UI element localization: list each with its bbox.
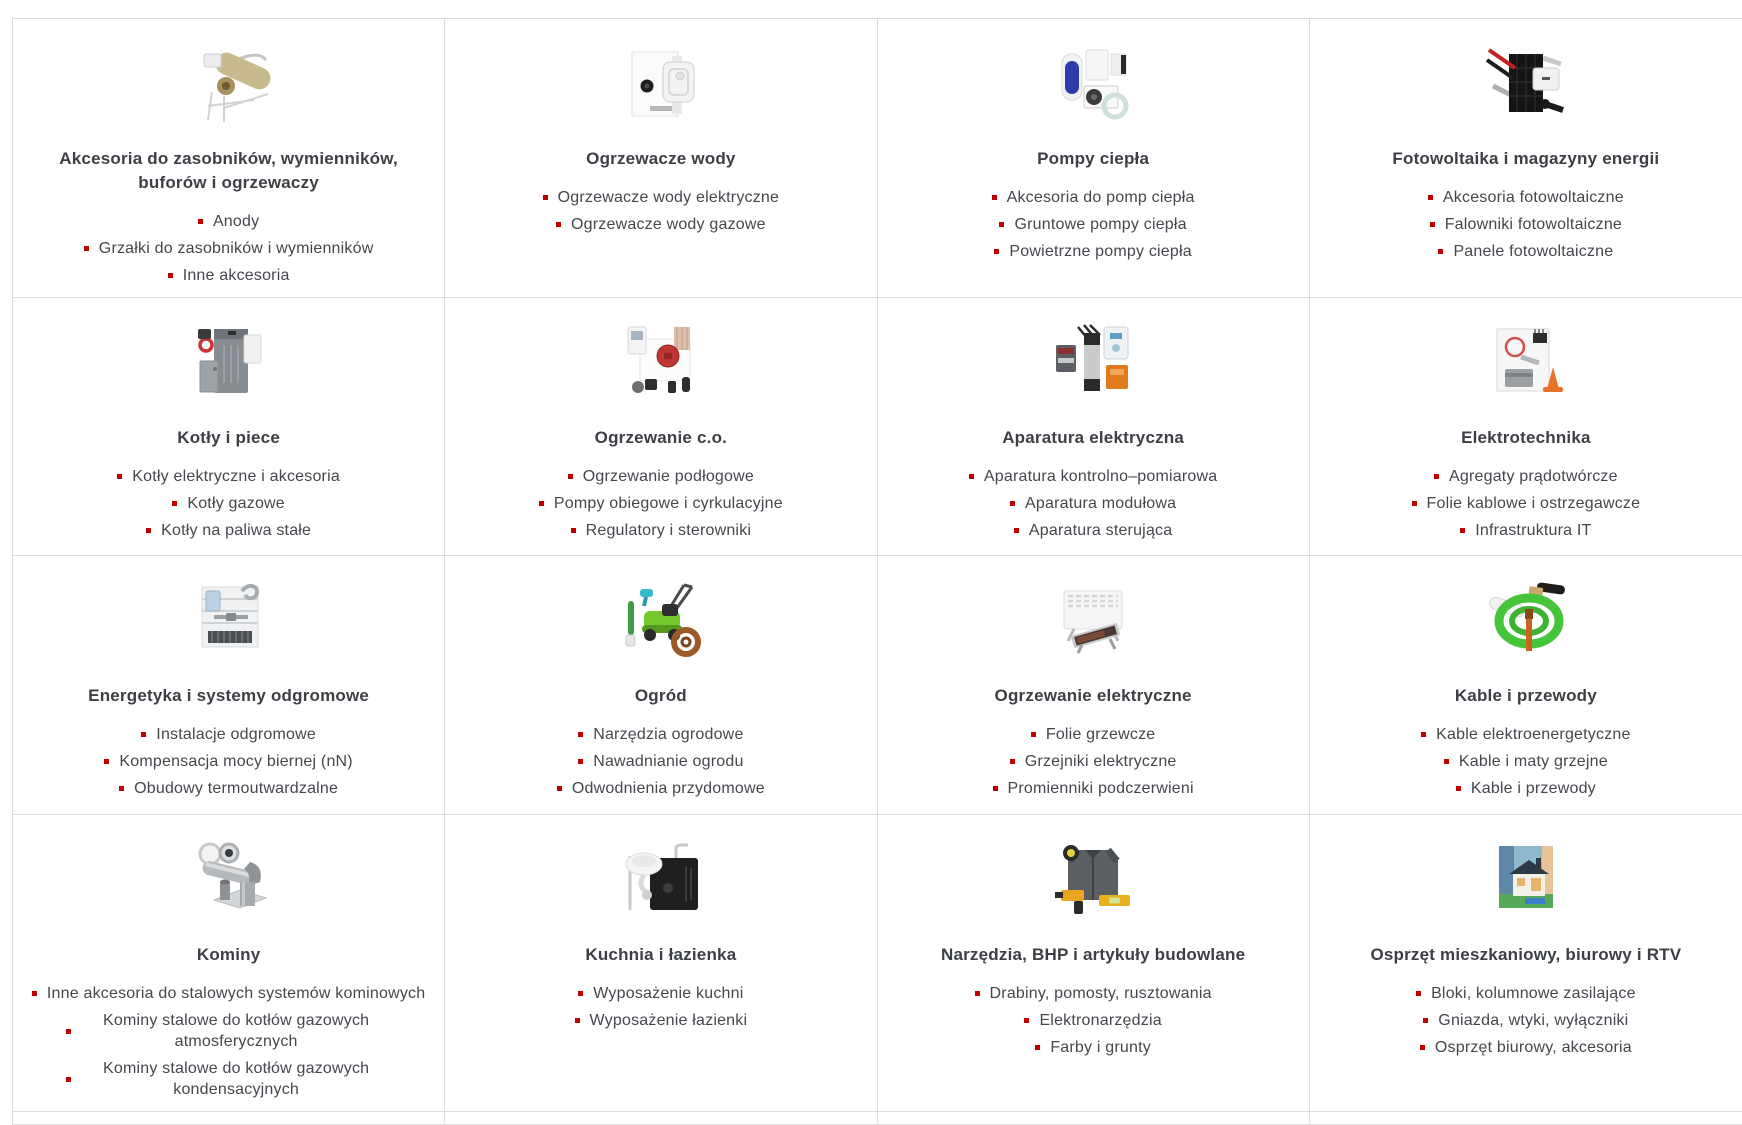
subcategory-list — [29, 211, 428, 286]
subcategory-link[interactable]: Grzejniki elektryczne — [894, 751, 1293, 772]
subcategory-link[interactable]: Akcesoria do pomp ciepła — [894, 187, 1293, 208]
electrotechnics-photo[interactable] — [1326, 320, 1726, 412]
category-card — [445, 298, 877, 556]
subcategory-link[interactable]: Falowniki fotowoltaiczne — [1326, 214, 1726, 235]
bullet-icon — [198, 219, 203, 224]
category-card — [878, 19, 1310, 298]
bullet-icon — [975, 991, 980, 996]
category-card — [13, 556, 445, 815]
bullet-icon — [172, 501, 177, 506]
subcategory-link[interactable]: Anody — [29, 211, 428, 232]
subcategory-link[interactable]: Odwodnienia przydomowe — [461, 778, 860, 799]
subcategory-link[interactable]: Nawadnianie ogrodu — [461, 751, 860, 772]
bullet-icon — [1031, 732, 1036, 737]
subcategory-link[interactable]: Ogrzewacze wody elektryczne — [461, 187, 860, 208]
subcategory-link[interactable]: Ogrzewacze wody gazowe — [461, 214, 860, 235]
subcategory-link[interactable]: Wyposażenie kuchni — [461, 983, 860, 1004]
category-card — [445, 19, 877, 298]
category-card — [1310, 556, 1742, 815]
category-card — [878, 556, 1310, 815]
subcategory-link[interactable]: Grzałki do zasobników i wymienników — [29, 238, 428, 259]
subcategory-link[interactable]: Aparatura kontrolno–pomiarowa — [894, 466, 1293, 487]
subcategory-list — [29, 724, 428, 799]
bullet-icon — [543, 195, 548, 200]
bullet-icon — [999, 222, 1004, 227]
subcategory-link[interactable]: Powietrzne pompy ciepła — [894, 241, 1293, 262]
category-card — [13, 298, 445, 556]
subcategory-list — [1326, 724, 1726, 799]
subcategory-link[interactable]: Elektronarzędzia — [894, 1010, 1293, 1031]
bullet-icon — [1010, 501, 1015, 506]
cables-photo[interactable] — [1326, 578, 1726, 670]
category-title-link[interactable]: Fotowoltaika i magazyny energii — [1392, 149, 1660, 168]
subcategory-list — [1326, 187, 1726, 262]
subcategory-link[interactable]: Wyposażenie łazienki — [461, 1010, 860, 1031]
category-title-link[interactable]: Narzędzia, BHP i artykuły budowlane — [940, 945, 1246, 964]
category-title-link[interactable]: Pompy ciepła — [1037, 149, 1150, 168]
bullet-icon — [84, 246, 89, 251]
subcategory-link[interactable]: Kable i maty grzejne — [1326, 751, 1726, 772]
subcategory-link[interactable]: Inne akcesoria do stalowych systemów kominowych — [29, 983, 428, 1004]
subcategory-link[interactable]: Osprzęt biurowy, akcesoria — [1326, 1037, 1726, 1058]
next-row-partial-cell — [878, 1112, 1310, 1124]
chimneys-photo[interactable] — [29, 837, 428, 929]
category-title-link[interactable]: Ogrzewacze wody — [586, 149, 736, 168]
bullet-icon — [556, 222, 561, 227]
bullet-icon — [568, 474, 573, 479]
bullet-icon — [66, 1077, 71, 1082]
subcategory-link[interactable]: Promienniki podczerwieni — [894, 778, 1293, 799]
bullet-icon — [1010, 759, 1015, 764]
category-title-link[interactable]: Osprzęt mieszkaniowy, biurowy i RTV — [1370, 945, 1682, 964]
bullet-icon — [578, 991, 583, 996]
bullet-icon — [557, 786, 562, 791]
category-card — [445, 815, 877, 1112]
category-grid — [12, 18, 1742, 1125]
photovoltaics-photo[interactable] — [1326, 41, 1726, 133]
electric-heating-photo[interactable] — [894, 578, 1293, 670]
tools-photo[interactable] — [894, 837, 1293, 929]
subcategory-link[interactable]: Ogrzewanie podłogowe — [461, 466, 860, 487]
subcategory-link[interactable]: Folie kablowe i ostrzegawcze — [1326, 493, 1726, 514]
category-title-link[interactable]: Ogrzewanie elektryczne — [994, 686, 1192, 705]
subcategory-list — [29, 466, 428, 541]
bullet-icon — [1430, 222, 1435, 227]
subcategory-link[interactable]: Akcesoria fotowoltaiczne — [1326, 187, 1726, 208]
category-title-link[interactable]: Kable i przewody — [1454, 686, 1597, 705]
subcategory-link[interactable]: Aparatura modułowa — [894, 493, 1293, 514]
subcategory-link[interactable]: Kompensacja mocy biernej (nN) — [29, 751, 428, 772]
bullet-icon — [1444, 759, 1449, 764]
bullet-icon — [1014, 528, 1019, 533]
bullet-icon — [1438, 249, 1443, 254]
subcategory-link[interactable]: Bloki, kolumnowe zasilające — [1326, 983, 1726, 1004]
subcategory-link[interactable]: Kominy stalowe do kotłów gazowych atmosferycznych — [29, 1010, 428, 1052]
heat-pump-photo[interactable] — [894, 41, 1293, 133]
water-heater-photo[interactable] — [461, 41, 860, 133]
bullet-icon — [1460, 528, 1465, 533]
category-card — [1310, 815, 1742, 1112]
category-title-link[interactable]: Kominy — [196, 945, 261, 964]
bullet-icon — [141, 732, 146, 737]
subcategory-list — [461, 466, 860, 541]
subcategory-link[interactable]: Kotły na paliwa stałe — [29, 520, 428, 541]
bullet-icon — [1428, 195, 1433, 200]
category-title-link[interactable]: Akcesoria do zasobników, wymienników, buforów i ogrzewaczy — [59, 149, 398, 192]
bullet-icon — [994, 249, 999, 254]
bullet-icon — [578, 759, 583, 764]
subcategory-link[interactable]: Gniazda, wtyki, wyłączniki — [1326, 1010, 1726, 1031]
category-card — [1310, 19, 1742, 298]
category-card — [1310, 298, 1742, 556]
subcategory-link[interactable]: Inne akcesoria — [29, 265, 428, 286]
category-title-link[interactable]: Ogrzewanie c.o. — [594, 428, 728, 447]
subcategory-list — [1326, 466, 1726, 541]
bullet-icon — [1035, 1045, 1040, 1050]
subcategory-list — [894, 187, 1293, 262]
subcategory-list — [894, 983, 1293, 1058]
category-title-link[interactable]: Kuchnia i łazienka — [585, 945, 737, 964]
category-card — [878, 298, 1310, 556]
kitchen-bathroom-photo[interactable] — [461, 837, 860, 929]
category-title-link[interactable]: Aparatura elektryczna — [1002, 428, 1185, 447]
lightning-protection-photo[interactable] — [29, 578, 428, 670]
bullet-icon — [575, 1018, 580, 1023]
subcategory-link[interactable]: Narzędzia ogrodowe — [461, 724, 860, 745]
subcategory-link[interactable]: Agregaty prądotwórcze — [1326, 466, 1726, 487]
bullet-icon — [1421, 732, 1426, 737]
subcategory-link[interactable]: Obudowy termoutwardzalne — [29, 778, 428, 799]
bullet-icon — [32, 991, 37, 996]
bullet-icon — [119, 786, 124, 791]
boiler-photo[interactable] — [29, 320, 428, 412]
bullet-icon — [1434, 474, 1439, 479]
subcategory-link[interactable]: Panele fotowoltaiczne — [1326, 241, 1726, 262]
subcategory-link[interactable]: Infrastruktura IT — [1326, 520, 1726, 541]
bullet-icon — [66, 1029, 71, 1034]
subcategory-link[interactable]: Gruntowe pompy ciepła — [894, 214, 1293, 235]
bullet-icon — [1024, 1018, 1029, 1023]
bullet-icon — [578, 732, 583, 737]
bullet-icon — [1420, 1045, 1425, 1050]
subcategory-link[interactable]: Kominy stalowe do kotłów gazowych kondensacyjnych — [29, 1058, 428, 1100]
next-row-partial-cell — [13, 1112, 445, 1124]
bullet-icon — [539, 501, 544, 506]
category-card — [445, 556, 877, 815]
subcategory-link[interactable]: Pompy obiegowe i cyrkulacyjne — [461, 493, 860, 514]
bullet-icon — [993, 786, 998, 791]
category-title-link[interactable]: Ogród — [634, 686, 687, 705]
next-row-partial-cell — [445, 1112, 877, 1124]
subcategory-link[interactable]: Drabiny, pomosty, rusztowania — [894, 983, 1293, 1004]
subcategory-list — [29, 983, 428, 1100]
subcategory-link[interactable]: Kotły gazowe — [29, 493, 428, 514]
subcategory-list — [894, 466, 1293, 541]
category-card — [13, 815, 445, 1112]
category-card — [878, 815, 1310, 1112]
subcategory-list — [461, 187, 860, 235]
bullet-icon — [1423, 1018, 1428, 1023]
central-heating-photo[interactable] — [461, 320, 860, 412]
home-office-photo[interactable] — [1326, 837, 1726, 929]
subcategory-list — [1326, 983, 1726, 1058]
category-card — [13, 19, 445, 298]
subcategory-link[interactable]: Regulatory i sterowniki — [461, 520, 860, 541]
bullet-icon — [992, 195, 997, 200]
bullet-icon — [104, 759, 109, 764]
subcategory-link[interactable]: Kable i przewody — [1326, 778, 1726, 799]
subcategory-list — [461, 983, 860, 1031]
bullet-icon — [571, 528, 576, 533]
next-row-partial-cell — [1310, 1112, 1742, 1124]
bullet-icon — [1416, 991, 1421, 996]
garden-photo[interactable] — [461, 578, 860, 670]
subcategory-link[interactable]: Instalacje odgromowe — [29, 724, 428, 745]
bullet-icon — [168, 273, 173, 278]
bullet-icon — [117, 474, 122, 479]
subcategory-link[interactable]: Folie grzewcze — [894, 724, 1293, 745]
subcategory-link[interactable]: Kotły elektryczne i akcesoria — [29, 466, 428, 487]
category-title-link[interactable]: Kotły i piece — [177, 428, 280, 447]
subcategory-list — [461, 724, 860, 799]
subcategory-link[interactable]: Kable elektroenergetyczne — [1326, 724, 1726, 745]
subcategory-list — [894, 724, 1293, 799]
category-title-link[interactable]: Elektrotechnika — [1461, 428, 1591, 447]
bullet-icon — [1412, 501, 1417, 506]
bullet-icon — [1456, 786, 1461, 791]
subcategory-link[interactable]: Aparatura sterująca — [894, 520, 1293, 541]
immersion-heater-photo[interactable] — [29, 41, 428, 133]
category-title-link[interactable]: Energetyka i systemy odgromowe — [88, 686, 370, 705]
electrical-apparatus-photo[interactable] — [894, 320, 1293, 412]
subcategory-link[interactable]: Farby i grunty — [894, 1037, 1293, 1058]
bullet-icon — [146, 528, 151, 533]
bullet-icon — [969, 474, 974, 479]
